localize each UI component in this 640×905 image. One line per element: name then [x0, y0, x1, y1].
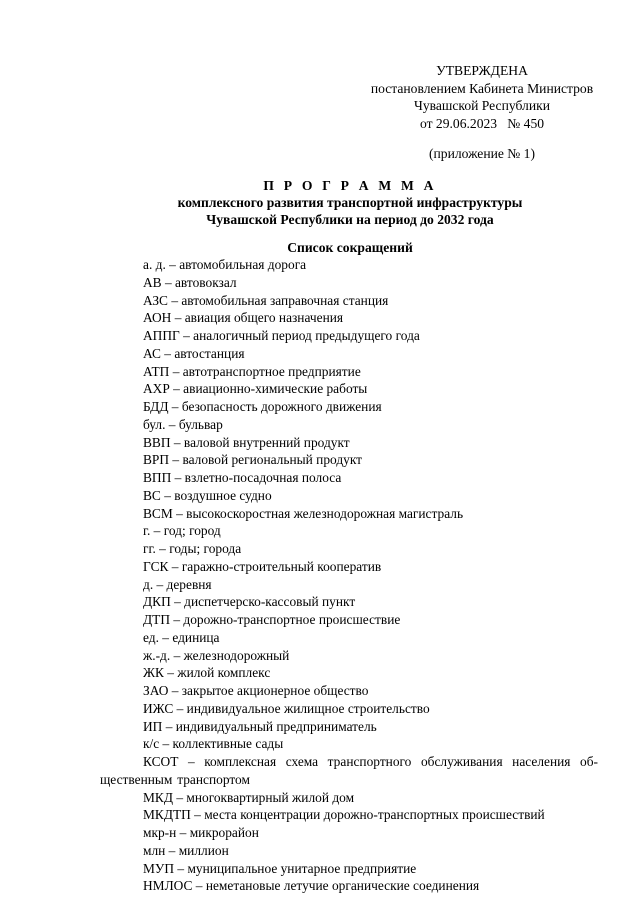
abbreviation-item: ж.-д. – железнодорожный — [143, 647, 290, 663]
abbreviations-list — [100, 256, 598, 895]
abbreviation-item: мкр-н – микрорайон — [143, 825, 259, 840]
abbreviation-item: АС – автостанция — [143, 345, 245, 361]
abbreviation-item: ЖК – жилой комплекс — [143, 665, 271, 681]
abbreviation-item: АППГ – аналогичный период предыдущего года — [143, 328, 420, 343]
appendix-label: (приложение № 1) — [428, 146, 536, 161]
abbreviation-item: АВ – автовокзал — [143, 274, 237, 290]
abbreviation-item: к/с – коллективные сады — [143, 736, 284, 752]
approval-region: Чувашской Республики — [414, 98, 550, 113]
abbreviation-item: ВРП – валовой региональный продукт — [143, 452, 363, 468]
approval-authority: постановлением Кабинета Министров — [370, 80, 594, 96]
title-subtitle-line1: комплексного развития транспортной инфраструктуры — [177, 195, 523, 210]
approval-block — [362, 62, 602, 132]
abbreviation-item: АОН – авиация общего назначения — [143, 310, 344, 326]
abbreviation-item: млн – миллион — [143, 842, 229, 858]
abbreviation-item: ДТП – дорожно-транспортное происшествие — [143, 612, 401, 627]
title-subtitle-line2: Чувашской Республики на период до 2032 года — [206, 212, 494, 227]
approval-status: УТВЕРЖДЕНА — [436, 63, 528, 78]
abbreviation-item: МУП – муниципальное унитарное предприятие — [143, 860, 417, 876]
abbreviation-item: АТП – автотранспортное предприятие — [143, 363, 361, 379]
abbreviation-item: ВВП – валовой внутренний продукт — [143, 434, 350, 450]
abbreviation-item: НМЛОС – неметановые летучие органические соединения — [143, 878, 480, 894]
abbreviation-item: МКД – многоквартирный жилой дом — [143, 789, 355, 805]
abbreviation-item: ДКП – диспетчерско-кассовый пункт — [143, 594, 356, 610]
document-title — [100, 177, 600, 228]
abbreviation-item: ВСМ – высокоскоростная железнодорожная магистраль — [143, 505, 464, 521]
abbreviation-item: ГСК – гаражно-строительный кооператив — [143, 558, 382, 574]
abbreviation-item: МКДТП – места концентрации дорожно-транспортных происшествий — [143, 807, 545, 823]
abbreviation-item: ед. – единица — [143, 629, 220, 645]
abbreviation-item: ИЖС – индивидуальное жилищное строительство — [143, 700, 430, 716]
abbreviation-item: д. – деревня — [143, 576, 212, 592]
abbreviation-item: ВС – воздушное судно — [143, 487, 272, 503]
abbreviation-item: бул. – бульвар — [143, 416, 223, 432]
abbreviations-heading: Список сокращений — [287, 240, 413, 255]
abbreviation-item: а. д. – автомобильная дорога — [143, 257, 307, 272]
abbreviation-item: БДД – безопасность дорожного движения — [143, 399, 382, 414]
abbreviation-item: ВПП – взлетно-посадочная полоса — [143, 470, 342, 485]
abbreviation-item: АХР – авиационно-химические работы — [143, 381, 368, 397]
abbreviation-item: ИП – индивидуальный предприниматель — [143, 718, 377, 734]
abbreviation-item: гг. – годы; города — [143, 541, 242, 556]
title-main: П Р О Г Р А М М А — [263, 178, 437, 193]
approval-date-number: от 29.06.2023 № 450 — [419, 115, 545, 131]
abbreviation-item: КСОТ – комплексная схема транспортного обслуживания населения об-щественным транспортом — [100, 754, 598, 787]
abbreviation-item: г. – год; город — [143, 523, 221, 539]
abbreviation-item: ЗАО – закрытое акционерное общество — [143, 683, 369, 698]
abbreviation-item: АЗС – автомобильная заправочная станция — [143, 292, 389, 308]
